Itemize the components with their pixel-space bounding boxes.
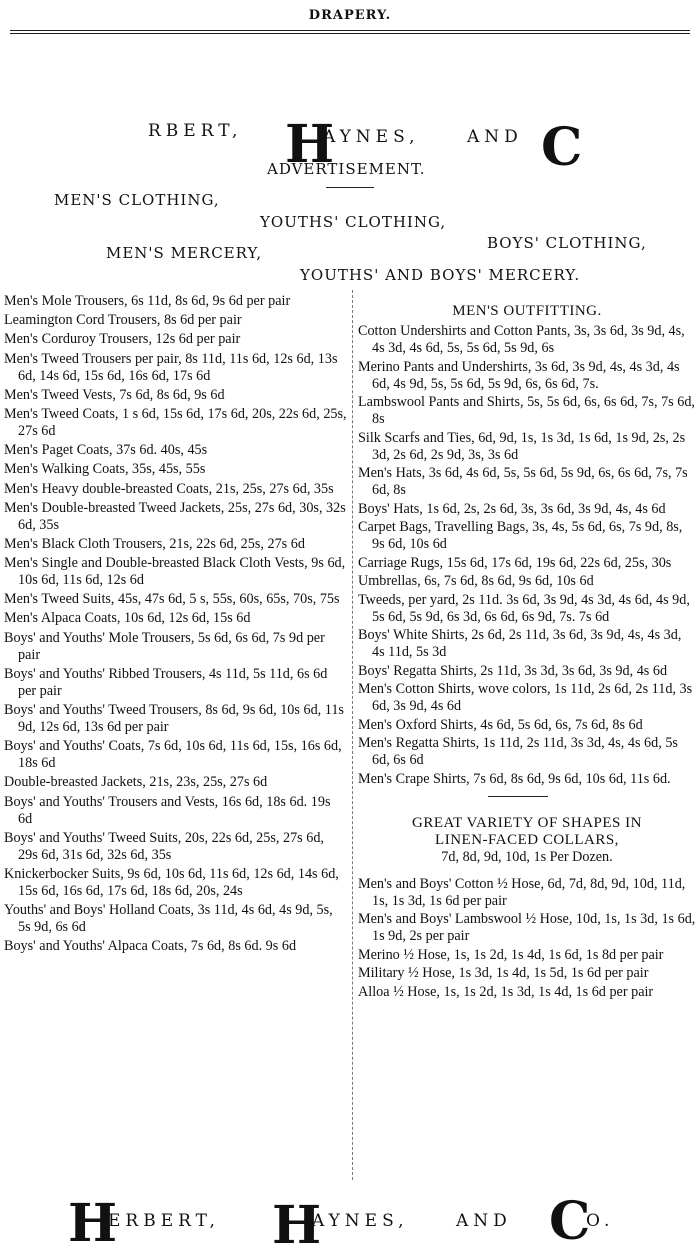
list-item: Men's Paget Coats, 37s 6d. 40s, 45s [4,442,208,459]
list-item: Merino Pants and Undershirts, 3s 6d, 3s 9d, 4s, 4s 3d, 4s 6d, 4s 9d, 5s, 5s 6d, 5s 9d, 6s, 6s 6d, 7s. [358,358,680,392]
list-item: Boys' White Shirts, 2s 6d, 2s 11d, 3s 6d, 3s 9d, 4s, 4s 3d, 4s 11d, 5s 3d [358,627,682,660]
header-rule [10,30,690,31]
header-rule-2 [10,33,690,34]
list-item: Knickerbocker Suits, 9s 6d, 10s 6d, 11s 6d, 12s 6d, 14s 6d, 15s 6d, 16s 6d, 17s 6d, 18s 6d, 20s, 24s [4,865,339,899]
footer-o: O. [586,1211,615,1231]
list-item: Boys' and Youths' Ribbed Trousers, 4s 11d, 5s 11d, 6s 6d per pair [4,665,328,699]
list-item: Double-breasted Jackets, 21s, 23s, 25s, 27s 6d [4,774,268,791]
list-item: Cotton Undershirts and Cotton Pants, 3s, 3s 6d, 3s 9d, 4s, 4s 3d, 4s 6d, 5s, 5s 6d, 5s 9d, 6s [358,323,685,356]
list-item: Boys' Regatta Shirts, 2s 11d, 3s 3d, 3s 6d, 3s 9d, 4s 6d [358,662,668,679]
list-item: Merino ½ Hose, 1s, 1s 2d, 1s 4d, 1s 6d, 1s 8d per pair [358,946,664,963]
list-item: Boys' and Youths' Tweed Suits, 20s, 22s 6d, 25s, 27s 6d, 29s 6d, 31s 6d, 32s 6d, 35s [4,829,324,863]
list-item: Carpet Bags, Travelling Bags, 3s, 4s, 5s 6d, 6s, 7s 9d, 8s, 9s 6d, 10s 6d [358,519,683,552]
category-mens-mercery: MEN'S MERCERY, [106,244,263,262]
advertisement-label: ADVERTISEMENT. [267,160,426,178]
list-item: Men's Oxford Shirts, 4s 6d, 5s 6d, 6s, 7s 6d, 8s 6d [358,716,643,733]
list-item: Men's Black Cloth Trousers, 21s, 22s 6d, 25s, 27s 6d [4,535,305,552]
category-mens-clothing: MEN'S CLOTHING, [54,191,220,209]
banner-and: AND [467,127,523,147]
list-item: Men's Cotton Shirts, wove colors, 1s 11d, 2s 6d, 2s 11d, 3s 6d, 3s 9d, 4s 6d [358,681,693,714]
list-item: Men's Single and Double-breasted Black Cloth Vests, 9s 6d, 10s 6d, 11s 6d, 12s 6d [4,555,346,589]
category-boys-clothing: BOYS' CLOTHING, [487,234,647,252]
list-item: Men's Tweed Coats, 1 s 6d, 15s 6d, 17s 6d, 20s, 22s 6d, 25s, 27s 6d [4,405,347,439]
list-item: Men's Mole Trousers, 6s 11d, 8s 6d, 9s 6d per pair [4,293,291,309]
list-item: Boys' and Youths' Coats, 7s 6d, 10s 6d, 11s 6d, 15s, 16s 6d, 18s 6d [4,738,342,772]
banner-letter-c: C [541,117,583,178]
list-item: Men's Hats, 3s 6d, 4s 6d, 5s, 5s 6d, 5s 9d, 6s, 6s 6d, 7s, 7s 6d, 8s [358,465,688,498]
list-item: Carriage Rugs, 15s 6d, 17s 6d, 19s 6d, 22s 6d, 25s, 30s [358,554,672,571]
list-item: Umbrellas, 6s, 7s 6d, 8s 6d, 9s 6d, 10s 6d [358,573,594,589]
list-item: Men's Tweed Suits, 45s, 47s 6d, 5 s, 55s, 60s, 65s, 70s, 75s [4,591,340,608]
list-item: Boys' and Youths' Mole Trousers, 5s 6d, 6s 6d, 7s 9d per pair [4,629,325,663]
footer-letter-h-2: H [272,1195,322,1256]
list-item: Alloa ½ Hose, 1s, 1s 2d, 1s 3d, 1s 4d, 1s 6d per pair [358,983,654,1000]
footer-letter-c: C [549,1191,591,1252]
collar-line-1: GREAT VARIETY OF SHAPES IN [412,814,642,831]
banner-letter-h: H [285,114,335,175]
list-item: Lambswool Pants and Shirts, 5s, 5s 6d, 6s, 6s 6d, 7s, 7s 6d, 8s [358,394,695,427]
list-item: Men's Corduroy Trousers, 12s 6d per pair [4,331,241,348]
list-item: Leamington Cord Trousers, 8s 6d per pair [4,312,242,329]
list-item: Tweeds, per yard, 2s 11d. 3s 6d, 3s 9d, 4s 3d, 4s 6d, 4s 9d, 5s 6d, 5s 9d, 6s 3d, 6s 6d, 6s 9d, 7s. 7s 6d [358,591,690,625]
list-item: Youths' and Boys' Holland Coats, 3s 11d, 4s 6d, 4s 9d, 5s, 5s 9d, 6s 6d [4,902,333,936]
list-item: Men's Tweed Trousers per pair, 8s 11d, 11s 6d, 12s 6d, 13s 6d, 14s 6d, 15s 6d, 16s 6d, 17s 6d [4,350,338,384]
footer-letter-h: H [68,1193,118,1254]
list-item: Silk Scarfs and Ties, 6d, 9d, 1s, 1s 3d, 1s 6d, 1s 9d, 2s, 2s 3d, 2s 6d, 2s 9d, 3s, 3s 6d [358,429,686,463]
collar-notice [358,815,696,866]
banner-rbert: RBERT, [148,121,243,141]
collar-line-3: 7d, 8d, 9d, 10d, 1s Per Dozen. [441,848,613,865]
advert-rule [326,187,374,188]
list-item: Boys' and Youths' Tweed Trousers, 8s 6d, 9s 6d, 10s 6d, 11s 9d, 12s 6d, 13s 6d per pair [4,702,344,735]
list-item: Boys' Hats, 1s 6d, 2s, 2s 6d, 3s, 3s 6d, 3s 9d, 4s, 4s 6d [358,500,666,517]
list-item: Men's Double-breasted Tweed Jackets, 25s, 27s 6d, 30s, 32s 6d, 35s [4,499,346,533]
list-item: Men's Alpaca Coats, 10s 6d, 12s 6d, 15s 6d [4,610,251,627]
footer-erbert: ERBERT, [108,1211,220,1231]
list-item: Men's and Boys' Lambswool ½ Hose, 10d, 1s, 1s 3d, 1s 6d, 1s 9d, 2s per pair [358,911,696,944]
footer-aynes: AYNES, [312,1211,409,1231]
collar-rule [488,796,548,797]
list-item: Military ½ Hose, 1s 3d, 1s 4d, 1s 5d, 1s 6d per pair [358,965,649,981]
column-divider [352,290,353,1180]
list-item: Men's and Boys' Cotton ½ Hose, 6d, 7d, 8d, 9d, 10d, 11d, 1s, 1s 3d, 1s 6d per pair [358,875,686,909]
category-youths-clothing: YOUTHS' CLOTHING, [260,213,447,231]
list-item: Men's Crape Shirts, 7s 6d, 8s 6d, 9s 6d, 10s 6d, 11s 6d. [358,770,671,787]
list-item: Boys' and Youths' Trousers and Vests, 16s 6d, 18s 6d. 19s 6d [4,793,331,827]
list-item: Men's Regatta Shirts, 1s 11d, 2s 11d, 3s 3d, 4s, 4s 6d, 5s 6d, 6s 6d [358,735,678,768]
page-header-title: DRAPERY. [308,8,392,23]
category-youths-boys-mercery: YOUTHS' AND BOYS' MERCERY. [300,266,581,284]
list-item: Men's Tweed Vests, 7s 6d, 8s 6d, 9s 6d [4,386,225,403]
right-price-list [358,301,696,1002]
footer-and: AND [456,1211,512,1231]
list-item: Boys' and Youths' Alpaca Coats, 7s 6d, 8s 6d. 9s 6d [4,938,297,955]
left-price-list [4,293,347,958]
collar-line-2: LINEN-FACED COLLARS, [435,831,619,848]
list-item: Men's Heavy double-breasted Coats, 21s, 25s, 27s 6d, 35s [4,480,334,497]
banner-aynes: AYNES, [323,127,420,147]
mens-outfitting-heading: MEN'S OUTFITTING. [452,303,602,319]
list-item: Men's Walking Coats, 35s, 45s, 55s [4,461,206,478]
